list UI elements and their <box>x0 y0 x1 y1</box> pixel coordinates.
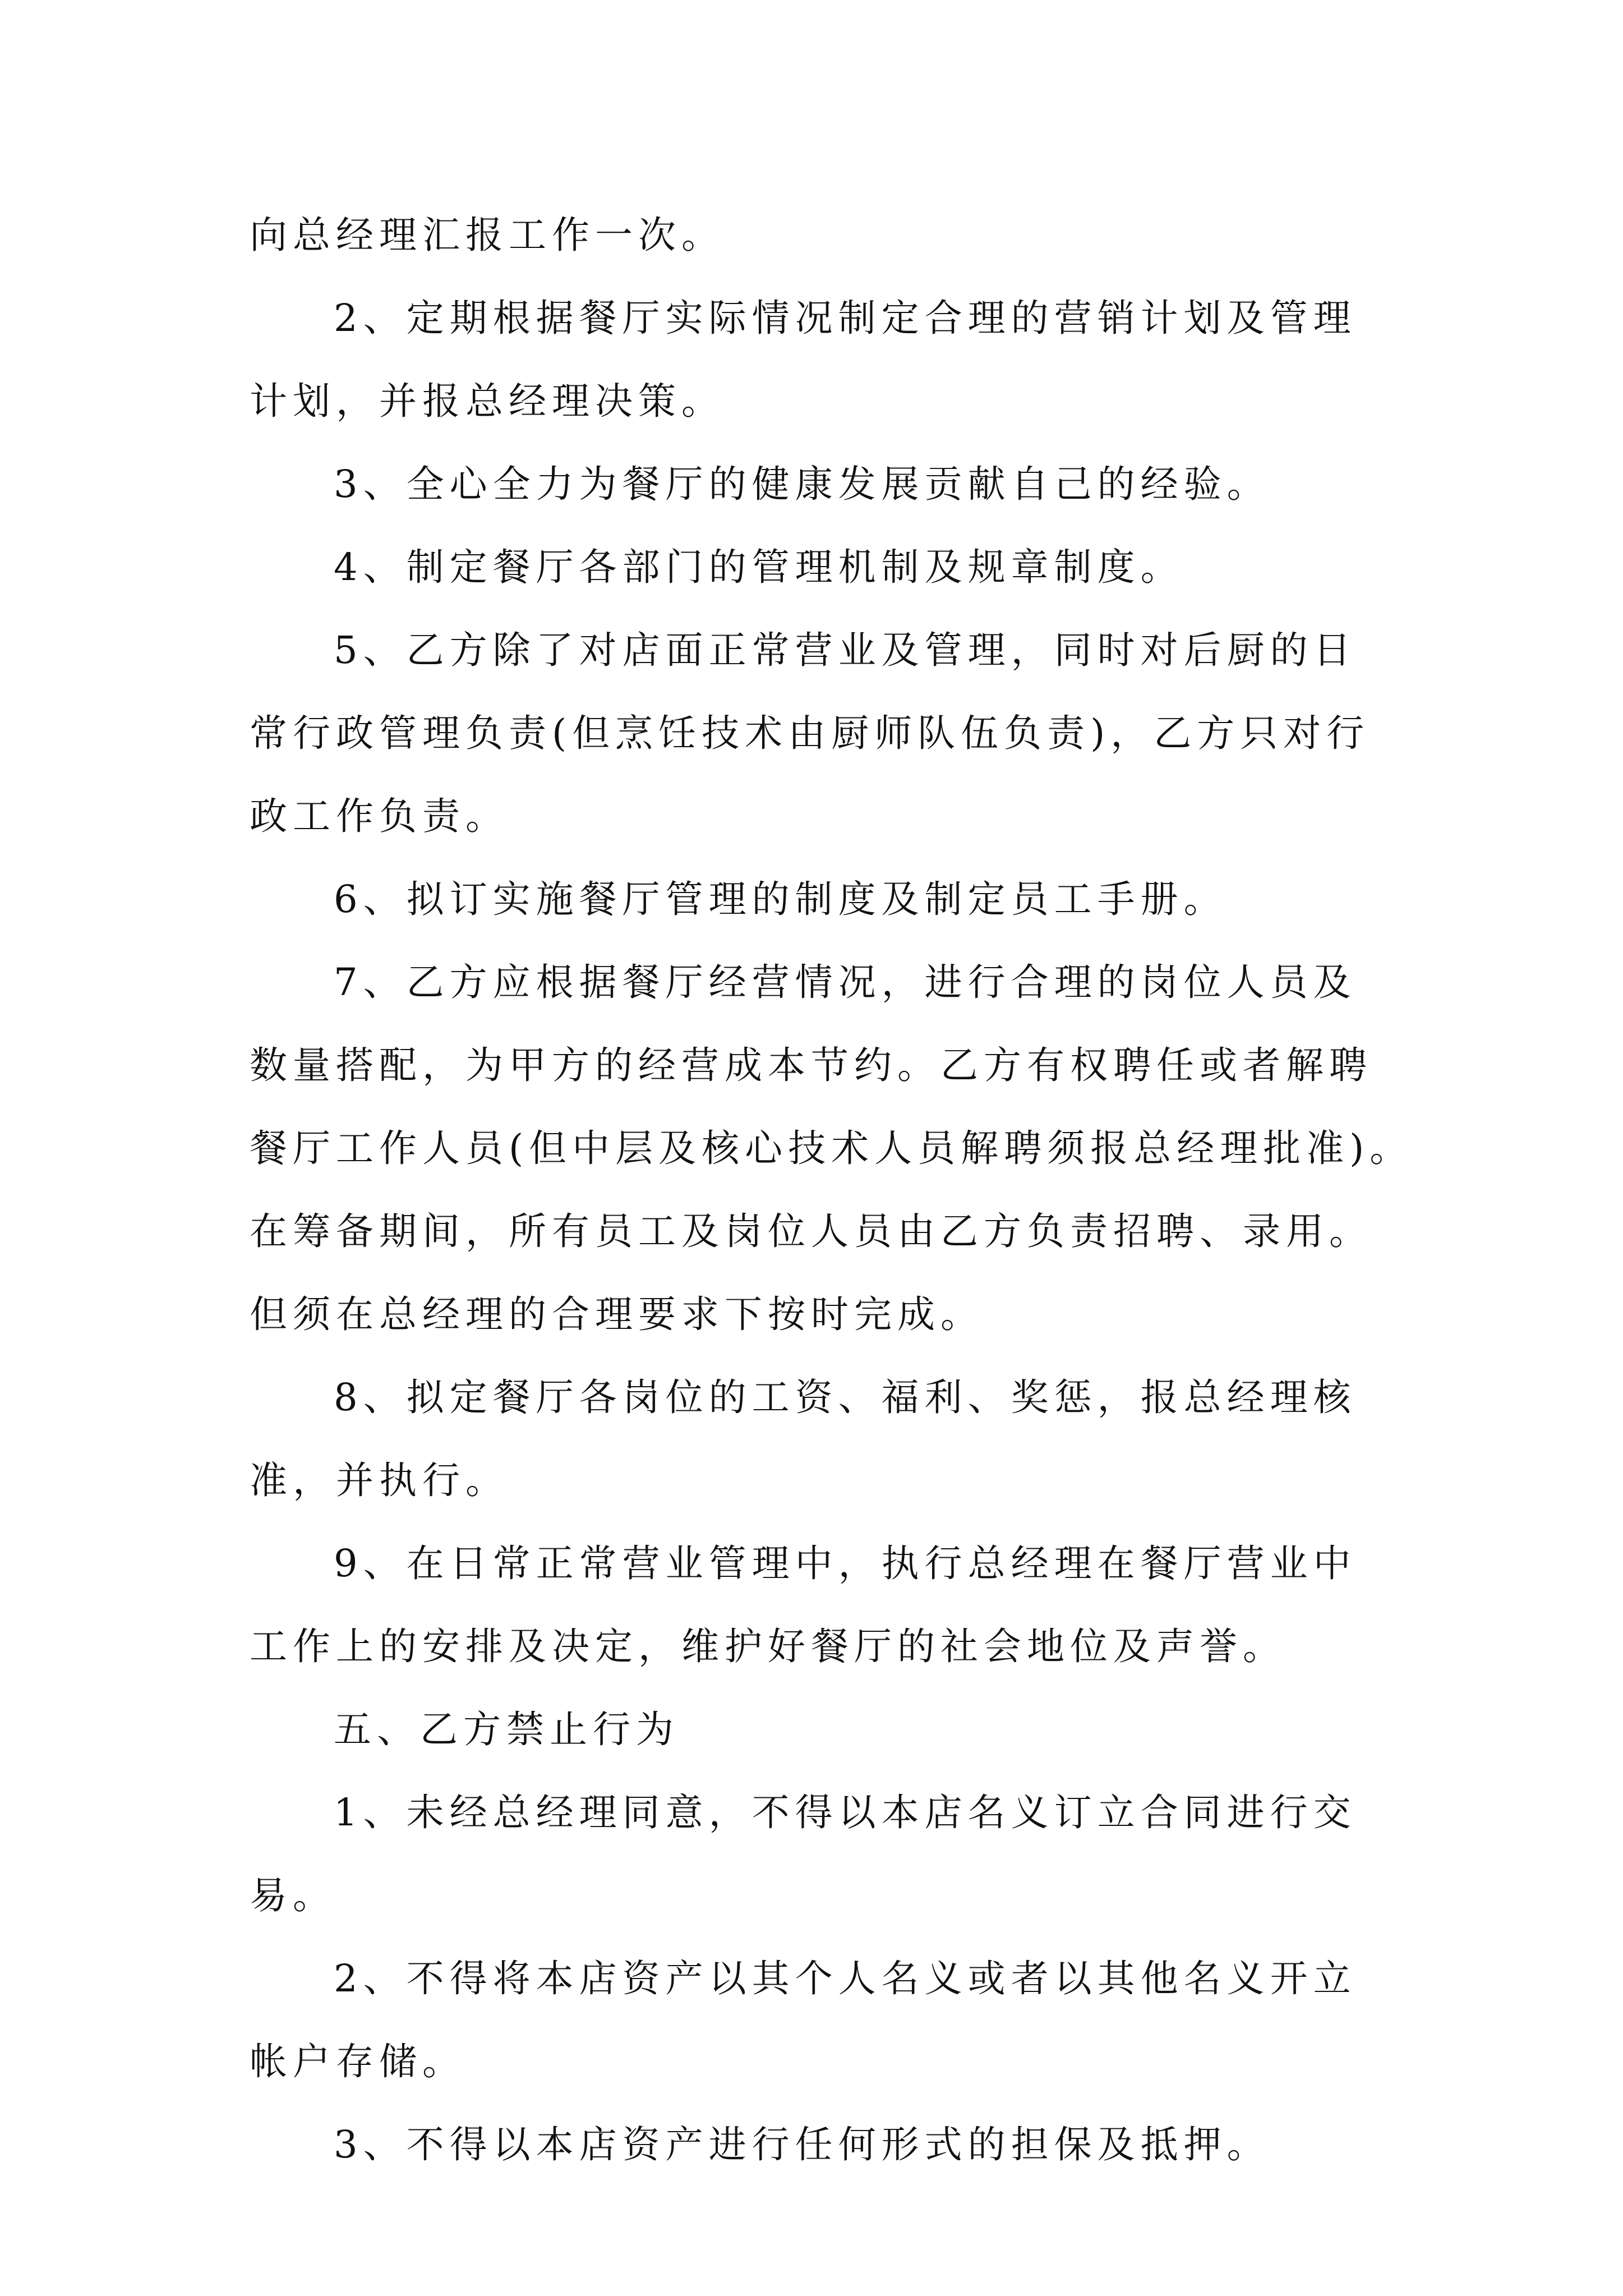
text-line: 3、不得以本店资产进行任何形式的担保及抵押。 <box>334 2123 1270 2166</box>
text-line: 在筹备期间，所有员工及岗位人员由乙方负责招聘、录用。 <box>250 1209 1372 1253</box>
text-line: 7、乙方应根据餐厅经营情况，进行合理的岗位人员及 <box>334 960 1357 1004</box>
text-line: 向总经理汇报工作一次。 <box>250 213 725 257</box>
text-line: 帐户存储。 <box>250 2040 465 2083</box>
text-line: 工作上的安排及决定，维护好餐厅的社会地位及声誉。 <box>250 1625 1286 1668</box>
text-line: 9、在日常正常营业管理中，执行总经理在餐厅营业中 <box>334 1542 1357 1585</box>
text-line: 8、拟定餐厅各岗位的工资、福利、奖惩，报总经理核 <box>334 1375 1357 1419</box>
document-body <box>250 194 1413 2186</box>
section-heading: 五、乙方禁止行为 <box>334 1708 679 1751</box>
text-line: 2、不得将本店资产以其个人名义或者以其他名义开立 <box>334 1957 1357 2000</box>
text-line: 数量搭配，为甲方的经营成本节约。乙方有权聘任或者解聘 <box>250 1043 1372 1087</box>
text-line: 5、乙方除了对店面正常营业及管理，同时对后厨的日 <box>334 628 1357 672</box>
text-line: 2、定期根据餐厅实际情况制定合理的营销计划及管理 <box>334 296 1357 340</box>
text-line: 6、拟订实施餐厅管理的制度及制定员工手册。 <box>334 877 1227 921</box>
text-line: 但须在总经理的合理要求下按时完成。 <box>250 1292 984 1336</box>
text-line: 1、未经总经理同意，不得以本店名义订立合同进行交 <box>334 1791 1357 1834</box>
text-line: 易。 <box>250 1874 336 1917</box>
text-line: 餐厅工作人员(但中层及核心技术人员解聘须报总经理批准)。 <box>250 1126 1413 1170</box>
text-line: 4、制定餐厅各部门的管理机制及规章制度。 <box>334 545 1184 589</box>
text-line: 准，并执行。 <box>250 1458 509 1502</box>
text-line: 计划，并报总经理决策。 <box>250 379 725 423</box>
text-line: 政工作负责。 <box>250 794 509 838</box>
text-line: 常行政管理负责(但烹饪技术由厨师队伍负责)，乙方只对行 <box>250 711 1370 755</box>
text-line: 3、全心全力为餐厅的健康发展贡献自己的经验。 <box>334 462 1270 506</box>
